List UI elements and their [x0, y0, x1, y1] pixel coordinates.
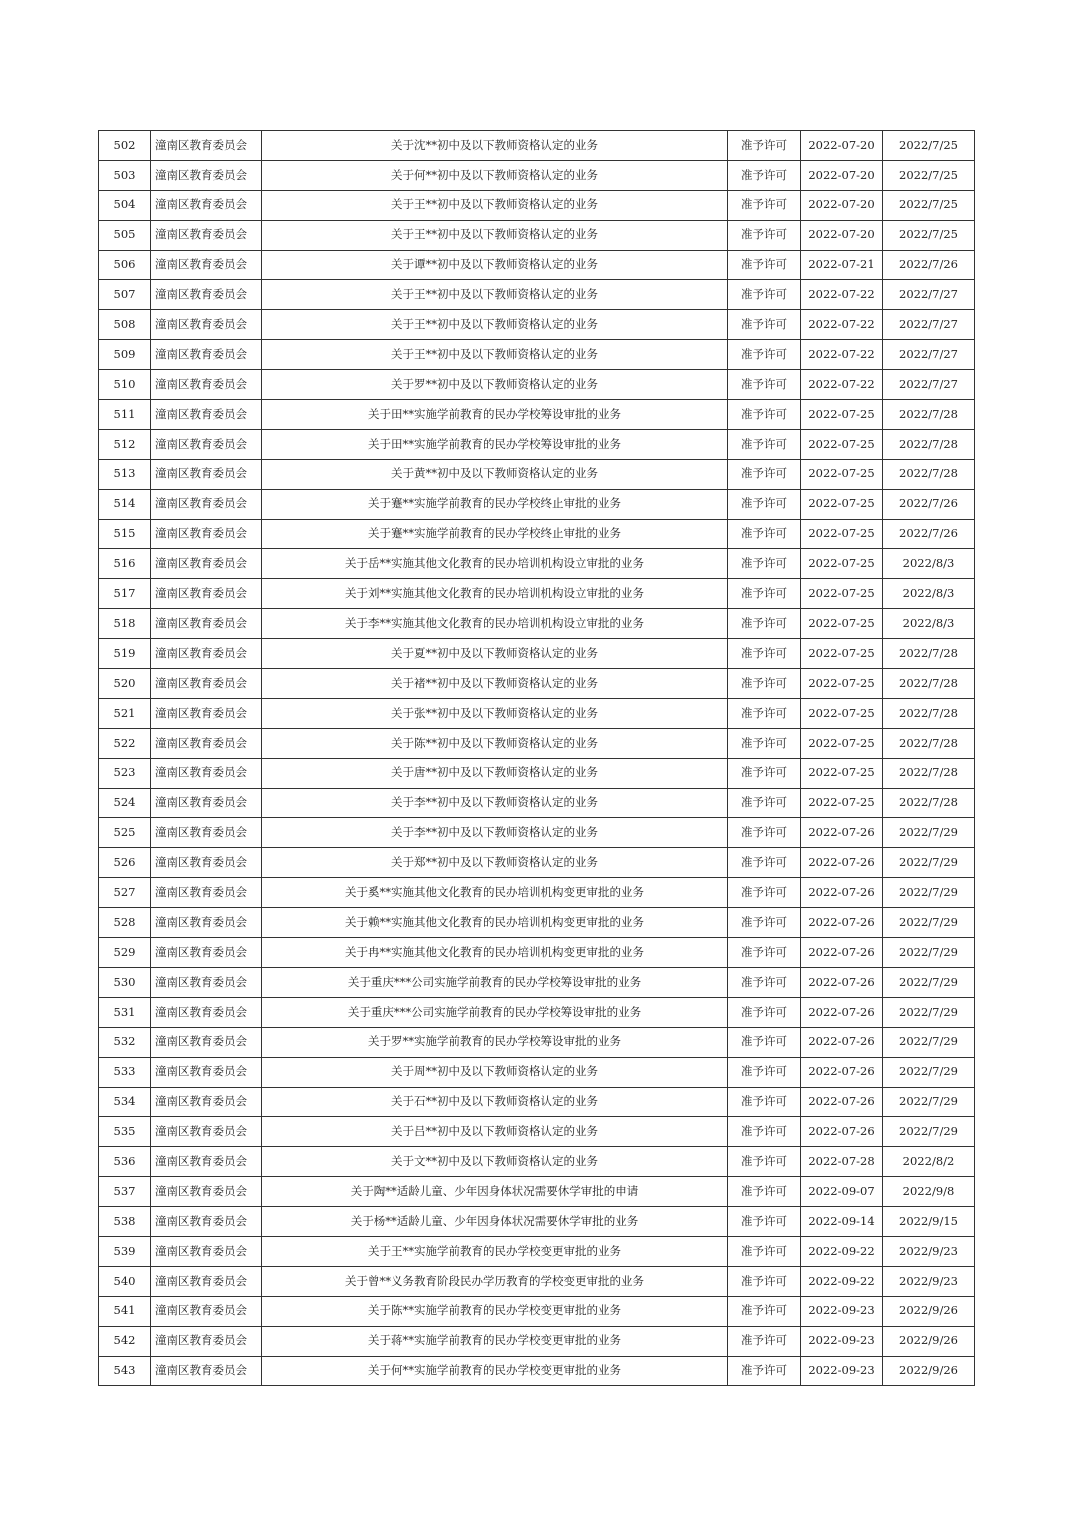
department-name-cell: 潼南区教育委员会: [151, 1027, 262, 1057]
row-number-cell: 512: [99, 429, 151, 459]
table-row: [99, 459, 975, 489]
decision-result-cell: 准予许可: [728, 728, 801, 758]
matter-name-cell: 关于唐**初中及以下教师资格认定的业务: [262, 758, 728, 788]
application-date-cell: 2022-09-14: [801, 1207, 883, 1237]
application-date-cell: 2022-09-23: [801, 1326, 883, 1356]
matter-name-cell: 关于重庆***公司实施学前教育的民办学校筹设审批的业务: [262, 997, 728, 1027]
application-date-cell: 2022-07-26: [801, 1087, 883, 1117]
row-number-cell: 522: [99, 728, 151, 758]
decision-result-cell: 准予许可: [728, 310, 801, 340]
decision-result-cell: 准予许可: [728, 997, 801, 1027]
table-row: [99, 489, 975, 519]
department-name-cell: 潼南区教育委员会: [151, 758, 262, 788]
department-name-cell: 潼南区教育委员会: [151, 370, 262, 400]
table-row: [99, 728, 975, 758]
decision-date-cell: 2022/7/28: [883, 758, 975, 788]
decision-date-cell: 2022/7/28: [883, 639, 975, 669]
decision-result-cell: 准予许可: [728, 1147, 801, 1177]
department-name-cell: 潼南区教育委员会: [151, 1266, 262, 1296]
decision-date-cell: 2022/8/3: [883, 549, 975, 579]
matter-name-cell: 关于王**初中及以下教师资格认定的业务: [262, 220, 728, 250]
table-row: [99, 131, 975, 161]
decision-result-cell: 准予许可: [728, 400, 801, 430]
matter-name-cell: 关于刘**实施其他文化教育的民办培训机构设立审批的业务: [262, 579, 728, 609]
decision-result-cell: 准予许可: [728, 1326, 801, 1356]
decision-date-cell: 2022/7/29: [883, 818, 975, 848]
application-date-cell: 2022-07-21: [801, 250, 883, 280]
table-row: [99, 938, 975, 968]
decision-date-cell: 2022/9/15: [883, 1207, 975, 1237]
decision-result-cell: 准予许可: [728, 1057, 801, 1087]
department-name-cell: 潼南区教育委员会: [151, 1057, 262, 1087]
matter-name-cell: 关于周**初中及以下教师资格认定的业务: [262, 1057, 728, 1087]
decision-date-cell: 2022/8/3: [883, 579, 975, 609]
application-date-cell: 2022-07-20: [801, 160, 883, 190]
matter-name-cell: 关于谭**初中及以下教师资格认定的业务: [262, 250, 728, 280]
decision-result-cell: 准予许可: [728, 1207, 801, 1237]
row-number-cell: 515: [99, 519, 151, 549]
row-number-cell: 535: [99, 1117, 151, 1147]
department-name-cell: 潼南区教育委员会: [151, 698, 262, 728]
row-number-cell: 532: [99, 1027, 151, 1057]
row-number-cell: 530: [99, 967, 151, 997]
application-date-cell: 2022-07-25: [801, 489, 883, 519]
matter-name-cell: 关于陈**初中及以下教师资格认定的业务: [262, 728, 728, 758]
matter-name-cell: 关于王**初中及以下教师资格认定的业务: [262, 190, 728, 220]
application-date-cell: 2022-07-26: [801, 1057, 883, 1087]
decision-result-cell: 准予许可: [728, 1027, 801, 1057]
application-date-cell: 2022-07-25: [801, 609, 883, 639]
matter-name-cell: 关于陶**适龄儿童、少年因身体状况需要休学审批的申请: [262, 1177, 728, 1207]
row-number-cell: 521: [99, 698, 151, 728]
application-date-cell: 2022-07-25: [801, 669, 883, 699]
row-number-cell: 540: [99, 1266, 151, 1296]
application-date-cell: 2022-07-22: [801, 340, 883, 370]
department-name-cell: 潼南区教育委员会: [151, 848, 262, 878]
application-date-cell: 2022-07-25: [801, 728, 883, 758]
row-number-cell: 542: [99, 1326, 151, 1356]
application-date-cell: 2022-07-26: [801, 878, 883, 908]
decision-date-cell: 2022/8/2: [883, 1147, 975, 1177]
department-name-cell: 潼南区教育委员会: [151, 938, 262, 968]
decision-result-cell: 准予许可: [728, 1266, 801, 1296]
application-date-cell: 2022-07-25: [801, 639, 883, 669]
table-row: [99, 370, 975, 400]
table-row: [99, 1266, 975, 1296]
application-date-cell: 2022-07-25: [801, 758, 883, 788]
application-date-cell: 2022-07-26: [801, 1117, 883, 1147]
decision-result-cell: 准予许可: [728, 1356, 801, 1386]
decision-result-cell: 准予许可: [728, 609, 801, 639]
table-row: [99, 997, 975, 1027]
table-row: [99, 758, 975, 788]
decision-date-cell: 2022/7/26: [883, 519, 975, 549]
matter-name-cell: 关于李**初中及以下教师资格认定的业务: [262, 818, 728, 848]
table-row: [99, 788, 975, 818]
matter-name-cell: 关于重庆***公司实施学前教育的民办学校筹设审批的业务: [262, 967, 728, 997]
matter-name-cell: 关于王**实施学前教育的民办学校变更审批的业务: [262, 1236, 728, 1266]
application-date-cell: 2022-09-23: [801, 1296, 883, 1326]
matter-name-cell: 关于奚**实施其他文化教育的民办培训机构变更审批的业务: [262, 878, 728, 908]
decision-date-cell: 2022/7/25: [883, 131, 975, 161]
row-number-cell: 513: [99, 459, 151, 489]
matter-name-cell: 关于黄**初中及以下教师资格认定的业务: [262, 459, 728, 489]
matter-name-cell: 关于田**实施学前教育的民办学校筹设审批的业务: [262, 429, 728, 459]
decision-result-cell: 准予许可: [728, 639, 801, 669]
row-number-cell: 529: [99, 938, 151, 968]
department-name-cell: 潼南区教育委员会: [151, 728, 262, 758]
table-row: [99, 698, 975, 728]
matter-name-cell: 关于张**初中及以下教师资格认定的业务: [262, 698, 728, 728]
decision-date-cell: 2022/7/27: [883, 370, 975, 400]
row-number-cell: 504: [99, 190, 151, 220]
decision-result-cell: 准予许可: [728, 758, 801, 788]
department-name-cell: 潼南区教育委员会: [151, 788, 262, 818]
department-name-cell: 潼南区教育委员会: [151, 609, 262, 639]
decision-date-cell: 2022/7/29: [883, 1087, 975, 1117]
application-date-cell: 2022-07-25: [801, 549, 883, 579]
application-date-cell: 2022-09-22: [801, 1266, 883, 1296]
application-date-cell: 2022-07-25: [801, 698, 883, 728]
table-row: [99, 1177, 975, 1207]
table-row: [99, 1117, 975, 1147]
matter-name-cell: 关于罗**实施学前教育的民办学校筹设审批的业务: [262, 1027, 728, 1057]
table-row: [99, 639, 975, 669]
application-date-cell: 2022-07-22: [801, 280, 883, 310]
decision-result-cell: 准予许可: [728, 131, 801, 161]
row-number-cell: 520: [99, 669, 151, 699]
department-name-cell: 潼南区教育委员会: [151, 220, 262, 250]
matter-name-cell: 关于蒋**实施学前教育的民办学校变更审批的业务: [262, 1326, 728, 1356]
department-name-cell: 潼南区教育委员会: [151, 190, 262, 220]
decision-result-cell: 准予许可: [728, 250, 801, 280]
decision-date-cell: 2022/7/27: [883, 280, 975, 310]
matter-name-cell: 关于岳**实施其他文化教育的民办培训机构设立审批的业务: [262, 549, 728, 579]
table-row: [99, 1207, 975, 1237]
decision-date-cell: 2022/7/28: [883, 728, 975, 758]
decision-date-cell: 2022/7/28: [883, 669, 975, 699]
department-name-cell: 潼南区教育委员会: [151, 1326, 262, 1356]
row-number-cell: 516: [99, 549, 151, 579]
decision-date-cell: 2022/7/28: [883, 400, 975, 430]
decision-result-cell: 准予许可: [728, 848, 801, 878]
matter-name-cell: 关于何**初中及以下教师资格认定的业务: [262, 160, 728, 190]
decision-result-cell: 准予许可: [728, 1087, 801, 1117]
application-date-cell: 2022-07-25: [801, 579, 883, 609]
decision-result-cell: 准予许可: [728, 489, 801, 519]
department-name-cell: 潼南区教育委员会: [151, 131, 262, 161]
decision-date-cell: 2022/7/29: [883, 1117, 975, 1147]
row-number-cell: 531: [99, 997, 151, 1027]
matter-name-cell: 关于王**初中及以下教师资格认定的业务: [262, 310, 728, 340]
table-row: [99, 848, 975, 878]
table-row: [99, 908, 975, 938]
application-date-cell: 2022-07-20: [801, 131, 883, 161]
decision-date-cell: 2022/8/3: [883, 609, 975, 639]
decision-result-cell: 准予许可: [728, 1236, 801, 1266]
matter-name-cell: 关于蹇**实施学前教育的民办学校终止审批的业务: [262, 519, 728, 549]
decision-date-cell: 2022/9/8: [883, 1177, 975, 1207]
decision-result-cell: 准予许可: [728, 1177, 801, 1207]
table-row: [99, 1356, 975, 1386]
application-date-cell: 2022-07-25: [801, 519, 883, 549]
row-number-cell: 536: [99, 1147, 151, 1177]
department-name-cell: 潼南区教育委员会: [151, 250, 262, 280]
row-number-cell: 517: [99, 579, 151, 609]
table-row: [99, 878, 975, 908]
table-row: [99, 340, 975, 370]
row-number-cell: 508: [99, 310, 151, 340]
decision-result-cell: 准予许可: [728, 908, 801, 938]
table-row: [99, 400, 975, 430]
application-date-cell: 2022-07-22: [801, 310, 883, 340]
department-name-cell: 潼南区教育委员会: [151, 280, 262, 310]
application-date-cell: 2022-07-25: [801, 429, 883, 459]
decision-result-cell: 准予许可: [728, 429, 801, 459]
matter-name-cell: 关于夏**初中及以下教师资格认定的业务: [262, 639, 728, 669]
matter-name-cell: 关于文**初中及以下教师资格认定的业务: [262, 1147, 728, 1177]
row-number-cell: 526: [99, 848, 151, 878]
department-name-cell: 潼南区教育委员会: [151, 997, 262, 1027]
application-date-cell: 2022-07-26: [801, 848, 883, 878]
table-row: [99, 818, 975, 848]
table-row: [99, 549, 975, 579]
department-name-cell: 潼南区教育委员会: [151, 459, 262, 489]
application-date-cell: 2022-09-23: [801, 1356, 883, 1386]
application-date-cell: 2022-07-22: [801, 370, 883, 400]
row-number-cell: 505: [99, 220, 151, 250]
decision-date-cell: 2022/7/29: [883, 878, 975, 908]
decision-date-cell: 2022/9/23: [883, 1236, 975, 1266]
application-date-cell: 2022-07-25: [801, 788, 883, 818]
department-name-cell: 潼南区教育委员会: [151, 340, 262, 370]
application-date-cell: 2022-07-26: [801, 967, 883, 997]
table-row: [99, 1027, 975, 1057]
decision-date-cell: 2022/9/26: [883, 1326, 975, 1356]
department-name-cell: 潼南区教育委员会: [151, 489, 262, 519]
application-date-cell: 2022-07-20: [801, 220, 883, 250]
matter-name-cell: 关于陈**实施学前教育的民办学校变更审批的业务: [262, 1296, 728, 1326]
table-row: [99, 429, 975, 459]
matter-name-cell: 关于褚**初中及以下教师资格认定的业务: [262, 669, 728, 699]
decision-date-cell: 2022/7/25: [883, 160, 975, 190]
application-date-cell: 2022-09-07: [801, 1177, 883, 1207]
matter-name-cell: 关于田**实施学前教育的民办学校筹设审批的业务: [262, 400, 728, 430]
decision-result-cell: 准予许可: [728, 519, 801, 549]
decision-result-cell: 准予许可: [728, 698, 801, 728]
matter-name-cell: 关于王**初中及以下教师资格认定的业务: [262, 280, 728, 310]
table-row: [99, 967, 975, 997]
decision-date-cell: 2022/7/26: [883, 489, 975, 519]
row-number-cell: 510: [99, 370, 151, 400]
row-number-cell: 539: [99, 1236, 151, 1266]
table-row: [99, 280, 975, 310]
table-row: [99, 1236, 975, 1266]
decision-result-cell: 准予许可: [728, 190, 801, 220]
department-name-cell: 潼南区教育委员会: [151, 878, 262, 908]
row-number-cell: 527: [99, 878, 151, 908]
decision-date-cell: 2022/7/27: [883, 310, 975, 340]
table-body: [99, 131, 975, 1386]
row-number-cell: 525: [99, 818, 151, 848]
matter-name-cell: 关于郑**初中及以下教师资格认定的业务: [262, 848, 728, 878]
decision-result-cell: 准予许可: [728, 370, 801, 400]
row-number-cell: 509: [99, 340, 151, 370]
department-name-cell: 潼南区教育委员会: [151, 1177, 262, 1207]
table-row: [99, 609, 975, 639]
decision-date-cell: 2022/7/28: [883, 459, 975, 489]
matter-name-cell: 关于沈**初中及以下教师资格认定的业务: [262, 131, 728, 161]
application-date-cell: 2022-07-26: [801, 818, 883, 848]
decision-date-cell: 2022/7/28: [883, 788, 975, 818]
table-row: [99, 669, 975, 699]
table-row: [99, 1326, 975, 1356]
decision-date-cell: 2022/7/28: [883, 698, 975, 728]
row-number-cell: 506: [99, 250, 151, 280]
table-row: [99, 250, 975, 280]
application-date-cell: 2022-09-22: [801, 1236, 883, 1266]
decision-result-cell: 准予许可: [728, 1296, 801, 1326]
decision-date-cell: 2022/9/26: [883, 1296, 975, 1326]
department-name-cell: 潼南区教育委员会: [151, 1356, 262, 1386]
application-date-cell: 2022-07-26: [801, 938, 883, 968]
table-row: [99, 1087, 975, 1117]
decision-result-cell: 准予许可: [728, 220, 801, 250]
table-row: [99, 190, 975, 220]
row-number-cell: 514: [99, 489, 151, 519]
department-name-cell: 潼南区教育委员会: [151, 400, 262, 430]
department-name-cell: 潼南区教育委员会: [151, 1147, 262, 1177]
decision-date-cell: 2022/7/29: [883, 1057, 975, 1087]
department-name-cell: 潼南区教育委员会: [151, 669, 262, 699]
department-name-cell: 潼南区教育委员会: [151, 1236, 262, 1266]
matter-name-cell: 关于冉**实施其他文化教育的民办培训机构变更审批的业务: [262, 938, 728, 968]
decision-date-cell: 2022/7/29: [883, 938, 975, 968]
decision-result-cell: 准予许可: [728, 878, 801, 908]
decision-result-cell: 准予许可: [728, 340, 801, 370]
row-number-cell: 534: [99, 1087, 151, 1117]
decision-date-cell: 2022/7/26: [883, 250, 975, 280]
matter-name-cell: 关于王**初中及以下教师资格认定的业务: [262, 340, 728, 370]
decision-date-cell: 2022/7/28: [883, 429, 975, 459]
decision-result-cell: 准予许可: [728, 280, 801, 310]
decision-result-cell: 准予许可: [728, 938, 801, 968]
table-row: [99, 579, 975, 609]
row-number-cell: 523: [99, 758, 151, 788]
row-number-cell: 528: [99, 908, 151, 938]
table-row: [99, 1057, 975, 1087]
decision-date-cell: 2022/7/29: [883, 908, 975, 938]
matter-name-cell: 关于李**初中及以下教师资格认定的业务: [262, 788, 728, 818]
matter-name-cell: 关于石**初中及以下教师资格认定的业务: [262, 1087, 728, 1117]
decision-date-cell: 2022/7/27: [883, 340, 975, 370]
department-name-cell: 潼南区教育委员会: [151, 1296, 262, 1326]
matter-name-cell: 关于李**实施其他文化教育的民办培训机构设立审批的业务: [262, 609, 728, 639]
decision-date-cell: 2022/9/26: [883, 1356, 975, 1386]
application-date-cell: 2022-07-28: [801, 1147, 883, 1177]
row-number-cell: 511: [99, 400, 151, 430]
row-number-cell: 507: [99, 280, 151, 310]
department-name-cell: 潼南区教育委员会: [151, 1087, 262, 1117]
department-name-cell: 潼南区教育委员会: [151, 579, 262, 609]
matter-name-cell: 关于吕**初中及以下教师资格认定的业务: [262, 1117, 728, 1147]
department-name-cell: 潼南区教育委员会: [151, 310, 262, 340]
department-name-cell: 潼南区教育委员会: [151, 818, 262, 848]
department-name-cell: 潼南区教育委员会: [151, 519, 262, 549]
department-name-cell: 潼南区教育委员会: [151, 967, 262, 997]
matter-name-cell: 关于罗**初中及以下教师资格认定的业务: [262, 370, 728, 400]
decision-date-cell: 2022/7/25: [883, 220, 975, 250]
department-name-cell: 潼南区教育委员会: [151, 908, 262, 938]
table-row: [99, 310, 975, 340]
row-number-cell: 541: [99, 1296, 151, 1326]
row-number-cell: 502: [99, 131, 151, 161]
decision-result-cell: 准予许可: [728, 160, 801, 190]
decision-date-cell: 2022/7/29: [883, 967, 975, 997]
decision-result-cell: 准予许可: [728, 459, 801, 489]
application-date-cell: 2022-07-25: [801, 400, 883, 430]
decision-result-cell: 准予许可: [728, 818, 801, 848]
application-date-cell: 2022-07-26: [801, 997, 883, 1027]
matter-name-cell: 关于蹇**实施学前教育的民办学校终止审批的业务: [262, 489, 728, 519]
decision-date-cell: 2022/7/29: [883, 1027, 975, 1057]
row-number-cell: 538: [99, 1207, 151, 1237]
decision-date-cell: 2022/7/25: [883, 190, 975, 220]
matter-name-cell: 关于何**实施学前教育的民办学校变更审批的业务: [262, 1356, 728, 1386]
table-row: [99, 160, 975, 190]
table-row: [99, 220, 975, 250]
decision-date-cell: 2022/7/29: [883, 848, 975, 878]
table-row: [99, 1147, 975, 1177]
department-name-cell: 潼南区教育委员会: [151, 1207, 262, 1237]
application-date-cell: 2022-07-26: [801, 1027, 883, 1057]
decision-result-cell: 准予许可: [728, 967, 801, 997]
decision-date-cell: 2022/9/23: [883, 1266, 975, 1296]
row-number-cell: 503: [99, 160, 151, 190]
row-number-cell: 524: [99, 788, 151, 818]
department-name-cell: 潼南区教育委员会: [151, 549, 262, 579]
row-number-cell: 533: [99, 1057, 151, 1087]
decision-date-cell: 2022/7/29: [883, 997, 975, 1027]
department-name-cell: 潼南区教育委员会: [151, 160, 262, 190]
decision-result-cell: 准予许可: [728, 788, 801, 818]
application-date-cell: 2022-07-25: [801, 459, 883, 489]
records-table: [98, 130, 975, 1386]
matter-name-cell: 关于杨**适龄儿童、少年因身体状况需要休学审批的业务: [262, 1207, 728, 1237]
decision-result-cell: 准予许可: [728, 579, 801, 609]
department-name-cell: 潼南区教育委员会: [151, 639, 262, 669]
matter-name-cell: 关于赖**实施其他文化教育的民办培训机构变更审批的业务: [262, 908, 728, 938]
decision-result-cell: 准予许可: [728, 669, 801, 699]
decision-result-cell: 准予许可: [728, 1117, 801, 1147]
row-number-cell: 543: [99, 1356, 151, 1386]
department-name-cell: 潼南区教育委员会: [151, 1117, 262, 1147]
application-date-cell: 2022-07-26: [801, 908, 883, 938]
row-number-cell: 537: [99, 1177, 151, 1207]
department-name-cell: 潼南区教育委员会: [151, 429, 262, 459]
table-row: [99, 519, 975, 549]
table-row: [99, 1296, 975, 1326]
row-number-cell: 519: [99, 639, 151, 669]
row-number-cell: 518: [99, 609, 151, 639]
decision-result-cell: 准予许可: [728, 549, 801, 579]
matter-name-cell: 关于曾**义务教育阶段民办学历教育的学校变更审批的业务: [262, 1266, 728, 1296]
application-date-cell: 2022-07-20: [801, 190, 883, 220]
